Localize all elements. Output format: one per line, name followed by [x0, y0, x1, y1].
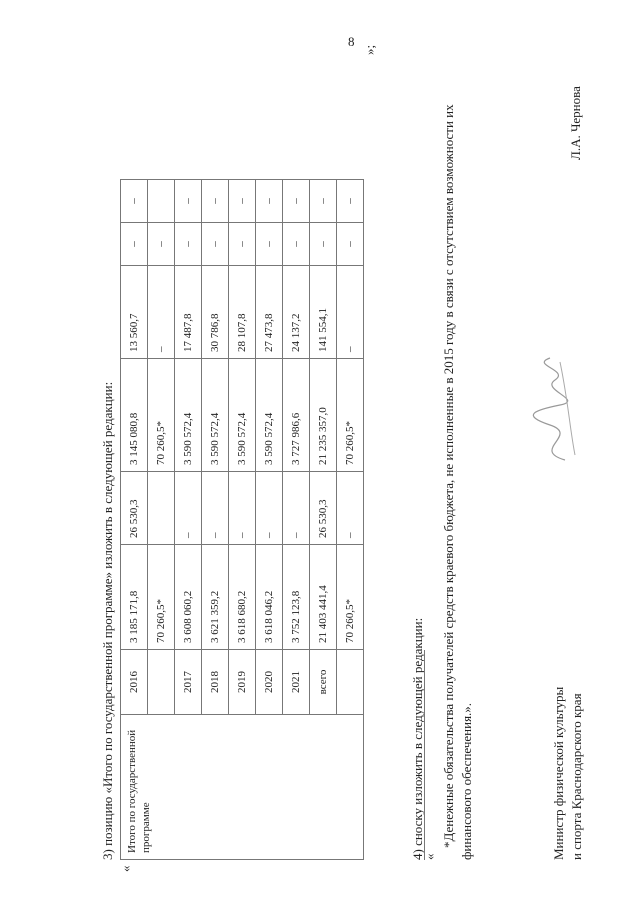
- extra-cell: –: [148, 223, 175, 266]
- extra-cell: –: [202, 180, 229, 223]
- local-cell: 141 554,1: [310, 266, 337, 359]
- extra-cell: –: [229, 223, 256, 266]
- extra-cell: –: [256, 180, 283, 223]
- total-cell: 3 752 123,8: [283, 545, 310, 650]
- signatory-title-line1: Министр физической культуры: [551, 686, 566, 860]
- program-totals-table: [120, 179, 364, 860]
- extra-cell: –: [175, 223, 202, 266]
- footnote-heading: 4) сноску изложить в следующей редакции:: [410, 617, 425, 860]
- federal-cell: –: [229, 472, 256, 545]
- opening-quote: «: [118, 865, 133, 872]
- regional-cell: 70 260,5*: [148, 359, 175, 472]
- table-row: [121, 180, 148, 860]
- federal-cell: –: [283, 472, 310, 545]
- total-cell: 70 260,5*: [337, 545, 364, 650]
- regional-cell: 3 590 572,4: [256, 359, 283, 472]
- local-cell: –: [148, 266, 175, 359]
- page-number: 8: [348, 34, 355, 49]
- federal-cell: –: [175, 472, 202, 545]
- extra-cell: –: [310, 180, 337, 223]
- extra-cell: –: [256, 223, 283, 266]
- total-cell: 3 618 046,2: [256, 545, 283, 650]
- handwritten-signature: [520, 350, 590, 470]
- extra-cell: –: [283, 223, 310, 266]
- regional-cell: 3 145 080,8: [121, 359, 148, 472]
- year-cell: 2019: [229, 650, 256, 715]
- regional-cell: 3 727 986,6: [283, 359, 310, 472]
- row-label: Итого по государственной программе: [121, 715, 364, 860]
- total-cell: 3 618 680,2: [229, 545, 256, 650]
- extra-cell: –: [337, 223, 364, 266]
- signatory-title-line2: и спорта Краснодарского края: [569, 693, 584, 860]
- local-cell: 27 473,8: [256, 266, 283, 359]
- intro-paragraph: 3) позицию «Итого по государственной программе» изложить в следующей редакции:: [100, 381, 115, 860]
- local-cell: 28 107,8: [229, 266, 256, 359]
- year-cell: 2017: [175, 650, 202, 715]
- local-cell: 13 560,7: [121, 266, 148, 359]
- year-cell: [337, 650, 364, 715]
- regional-cell: 21 235 357,0: [310, 359, 337, 472]
- extra-cell: –: [175, 180, 202, 223]
- year-cell: 2020: [256, 650, 283, 715]
- extra-cell: [148, 180, 175, 223]
- year-cell: 2018: [202, 650, 229, 715]
- regional-cell: 3 590 572,4: [175, 359, 202, 472]
- total-cell: 3 621 359,2: [202, 545, 229, 650]
- year-cell: всего: [310, 650, 337, 715]
- regional-cell: 3 590 572,4: [229, 359, 256, 472]
- signatory-name: Л.А. Чернова: [568, 86, 583, 160]
- extra-cell: –: [121, 180, 148, 223]
- document-body: [80, 40, 640, 872]
- year-cell: 2021: [283, 650, 310, 715]
- local-cell: 17 487,8: [175, 266, 202, 359]
- extra-cell: –: [202, 223, 229, 266]
- total-cell: 3 608 060,2: [175, 545, 202, 650]
- regional-cell: 3 590 572,4: [202, 359, 229, 472]
- footnote-text: *Денежные обязательства получателей средств краевого бюджета, не исполненные в 2015 году в связи с отсутствием возможности их финансового обеспечения.».: [441, 104, 474, 860]
- year-cell: [148, 650, 175, 715]
- footnote-separator: [424, 650, 425, 860]
- federal-cell: 26 530,3: [310, 472, 337, 545]
- regional-cell: 70 260,5*: [337, 359, 364, 472]
- extra-cell: –: [283, 180, 310, 223]
- total-cell: 21 403 441,4: [310, 545, 337, 650]
- extra-cell: –: [229, 180, 256, 223]
- federal-cell: –: [202, 472, 229, 545]
- extra-cell: –: [337, 180, 364, 223]
- total-cell: 70 260,5*: [148, 545, 175, 650]
- signatory-title: [550, 687, 586, 860]
- total-cell: 3 185 171,8: [121, 545, 148, 650]
- closing-quote: »;: [362, 44, 377, 55]
- federal-cell: –: [337, 472, 364, 545]
- federal-cell: [148, 472, 175, 545]
- extra-cell: –: [310, 223, 337, 266]
- year-cell: 2016: [121, 650, 148, 715]
- federal-cell: 26 530,3: [121, 472, 148, 545]
- local-cell: 30 786,8: [202, 266, 229, 359]
- local-cell: 24 137,2: [283, 266, 310, 359]
- local-cell: –: [337, 266, 364, 359]
- federal-cell: –: [256, 472, 283, 545]
- extra-cell: –: [121, 223, 148, 266]
- footnote-opening-quote: «: [422, 853, 437, 860]
